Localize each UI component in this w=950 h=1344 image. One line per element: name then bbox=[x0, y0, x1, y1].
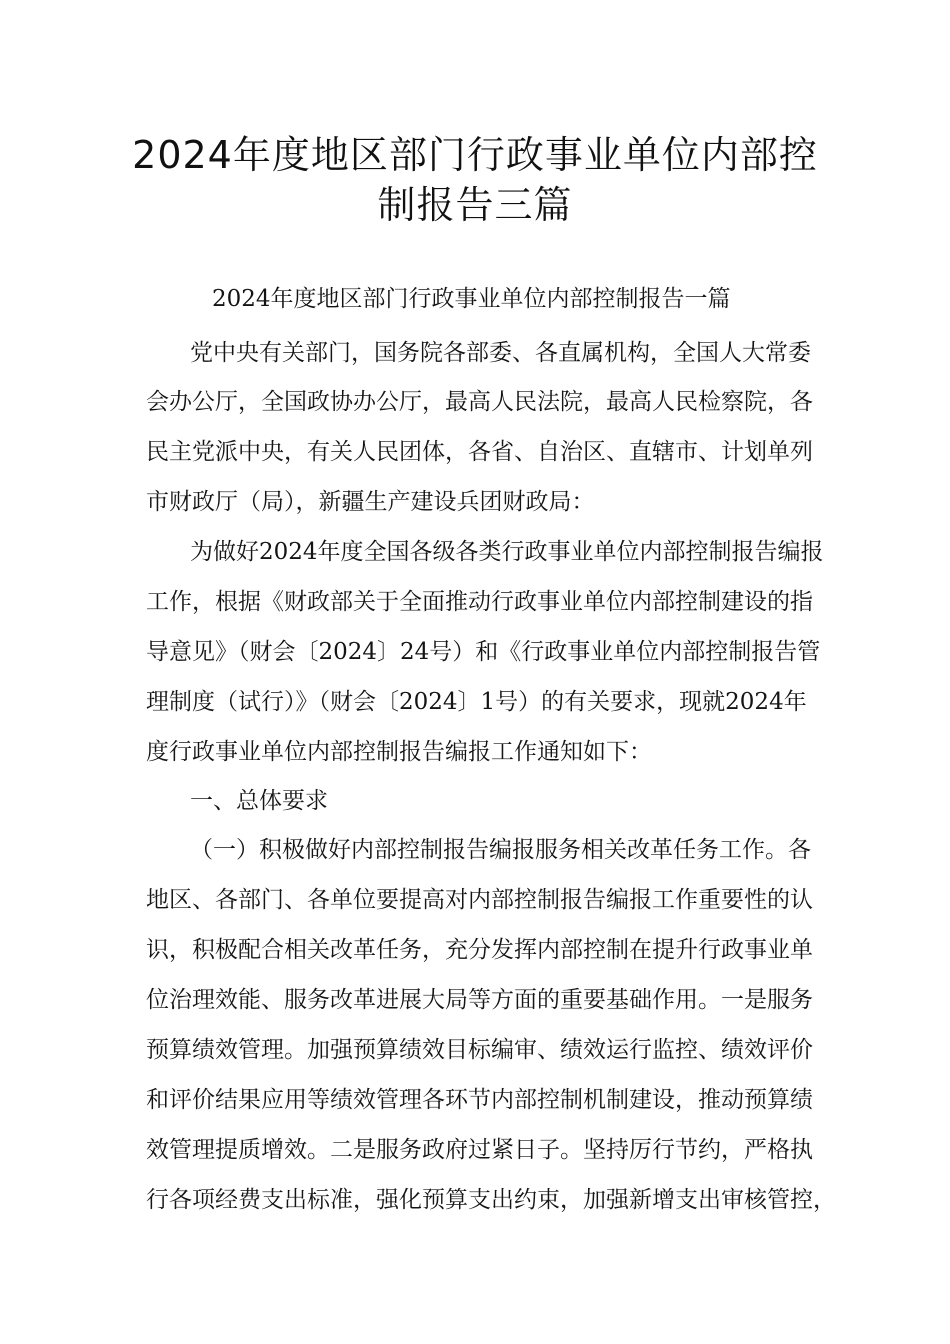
section-heading: 一、总体要求 bbox=[190, 788, 328, 814]
paragraph-line: 理制度（试行）》（财会〔2024〕1号）的有关要求，现就2024年 bbox=[146, 689, 807, 715]
paragraph-line: 位治理效能、服务改革进展大局等方面的重要基础作用。一是服务 bbox=[146, 987, 813, 1013]
paragraph-line: 行各项经费支出标准，强化预算支出约束，加强新增支出审核管控， bbox=[146, 1187, 836, 1213]
title-line-1: 2024年度地区部门行政事业单位内部控 bbox=[132, 133, 818, 177]
paragraph-line: 工作，根据《财政部关于全面推动行政事业单位内部控制建设的指 bbox=[146, 589, 813, 615]
paragraph-line: 为做好2024年度全国各级各类行政事业单位内部控制报告编报 bbox=[190, 539, 824, 565]
paragraph-line: 预算绩效管理。加强预算绩效目标编审、绩效运行监控、绩效评价 bbox=[146, 1037, 813, 1063]
paragraph-line: 和评价结果应用等绩效管理各环节内部控制机制建设，推动预算绩 bbox=[146, 1087, 813, 1113]
document-title bbox=[0, 130, 950, 230]
title-line-2: 制报告三篇 bbox=[377, 183, 573, 227]
paragraph-line: 导意见》（财会〔2024〕24号）和《行政事业单位内部控制报告管 bbox=[146, 639, 821, 665]
paragraph-line: 民主党派中央，有关人民团体，各省、自治区、直辖市、计划单列 bbox=[146, 439, 813, 465]
paragraph-line: 效管理提质增效。二是服务政府过紧日子。坚持厉行节约，严格执 bbox=[146, 1137, 813, 1163]
paragraph-line: 识，积极配合相关改革任务，充分发挥内部控制在提升行政事业单 bbox=[146, 937, 813, 963]
section-subtitle: 2024年度地区部门行政事业单位内部控制报告一篇 bbox=[212, 286, 731, 312]
paragraph-line: 会办公厅，全国政协办公厅，最高人民法院，最高人民检察院，各 bbox=[146, 389, 813, 415]
paragraph-line: 市财政厅（局），新疆生产建设兵团财政局： bbox=[146, 489, 595, 515]
paragraph-line: 地区、各部门、各单位要提高对内部控制报告编报工作重要性的认 bbox=[146, 887, 813, 913]
paragraph-line: （一）积极做好内部控制报告编报服务相关改革任务工作。各 bbox=[190, 837, 811, 863]
paragraph-line: 度行政事业单位内部控制报告编报工作通知如下： bbox=[146, 739, 652, 765]
paragraph-line: 党中央有关部门，国务院各部委、各直属机构，全国人大常委 bbox=[190, 340, 811, 366]
